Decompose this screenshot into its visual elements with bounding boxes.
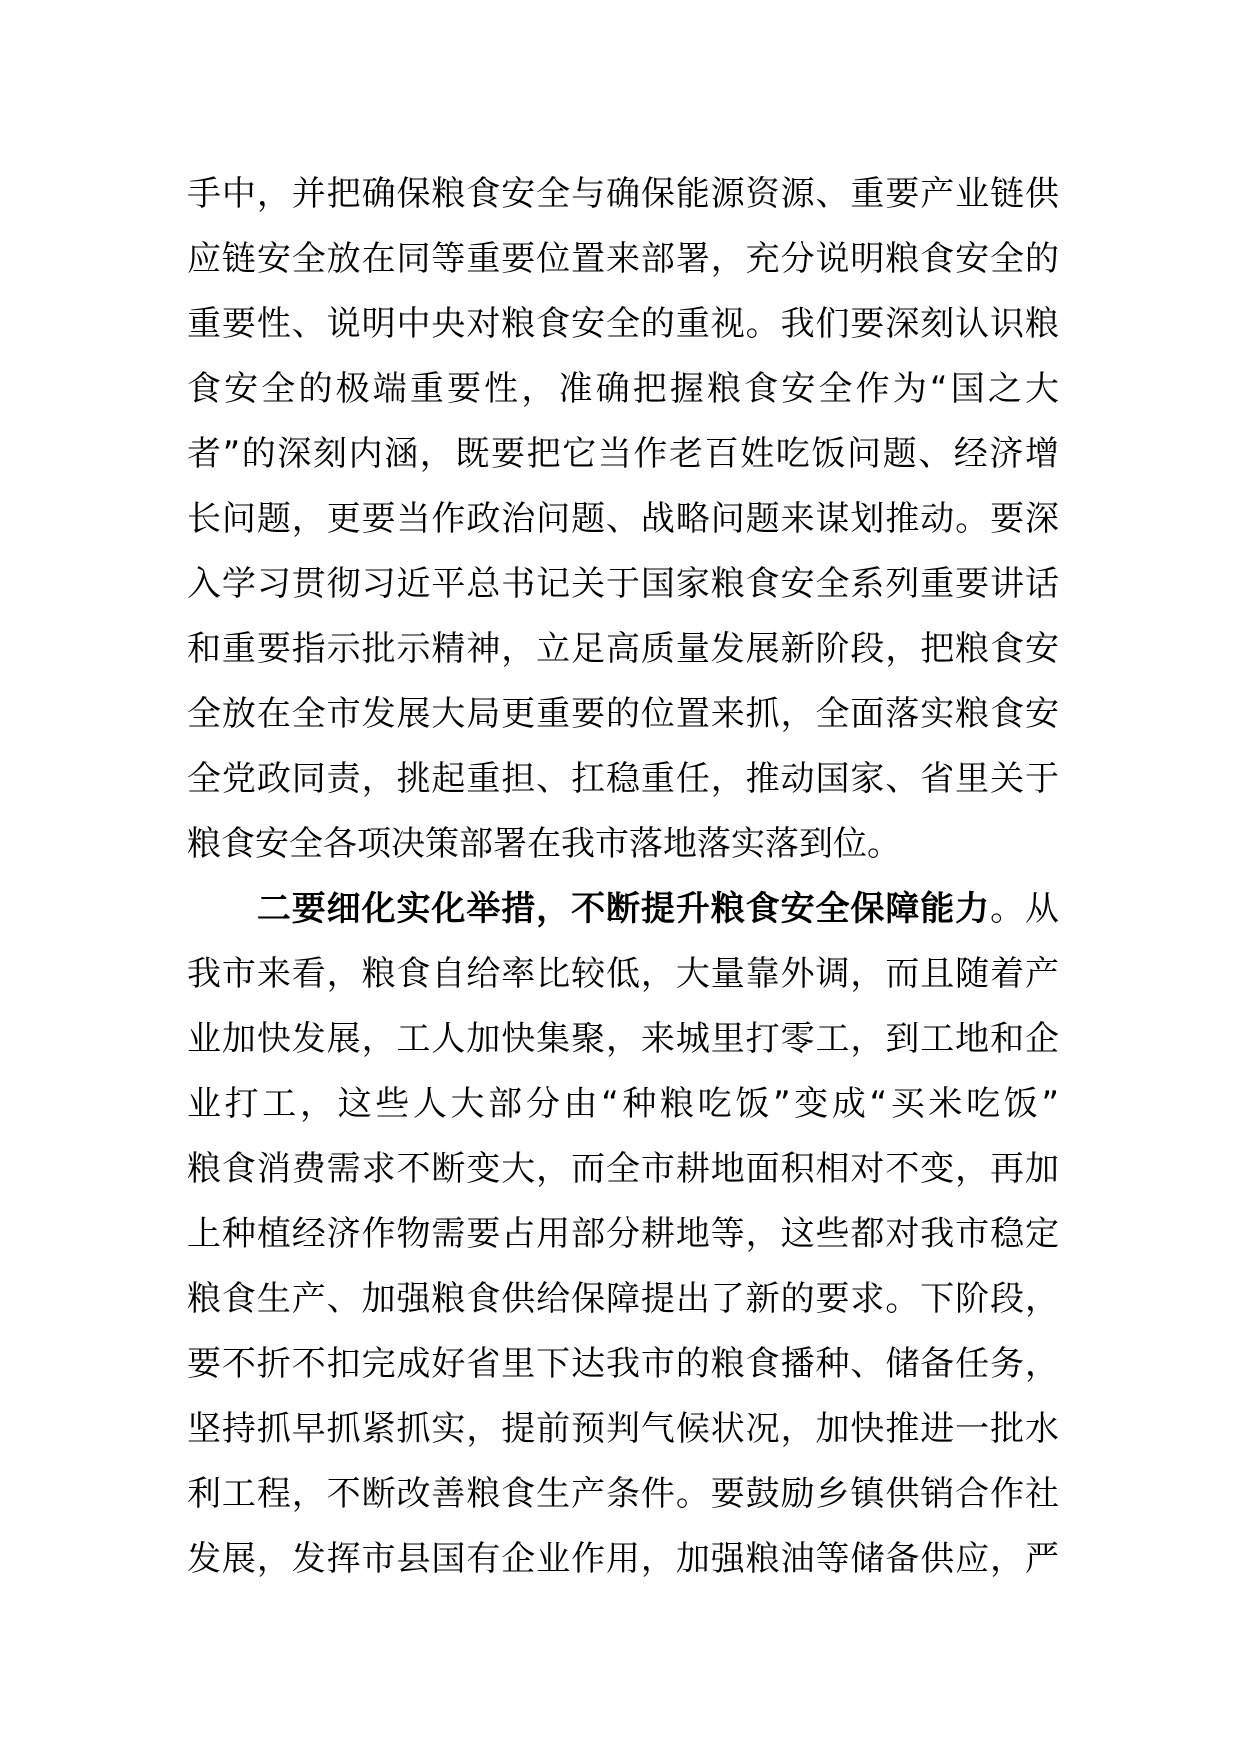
paragraph-2-line: 我市来看，粮食自给率比较低，大量靠外调，而且随着产 (187, 954, 1059, 994)
paragraph-1-line: 应链安全放在同等重要位置来部署，充分说明粮食安全的 (187, 239, 1059, 279)
paragraph-2-line: 坚持抓早抓紧抓实，提前预判气候状况，加快推进一批水 (187, 1409, 1059, 1449)
paragraph-2-line: 发展，发挥市县国有企业作用，加强粮油等储备供应，严 (187, 1539, 1059, 1579)
paragraph-2-heading: 二要细化实化举措，不断提升粮食安全保障能力 (256, 889, 991, 929)
paragraph-1-line: 重要性、说明中央对粮食安全的重视。我们要深刻认识粮 (187, 304, 1059, 344)
paragraph-1 (187, 162, 1059, 877)
paragraph-2-line: 要不折不扣完成好省里下达我市的粮食播种、储备任务， (187, 1344, 1059, 1384)
paragraph-1-line: 食安全的极端重要性，准确把握粮食安全作为“国之大 (187, 369, 1059, 409)
paragraph-2-first-line (187, 877, 1059, 942)
paragraph-2-first-line-rest: 。从 (990, 889, 1060, 929)
paragraph-1-line: 粮食安全各项决策部署在我市落地落实落到位。 (187, 824, 901, 864)
paragraph-1-line: 全党政同责，挑起重担、扛稳重任，推动国家、省里关于 (187, 759, 1059, 799)
paragraph-1-line: 全放在全市发展大局更重要的位置来抓，全面落实粮食安 (187, 694, 1059, 734)
paragraph-1-line: 入学习贯彻习近平总书记关于国家粮食安全系列重要讲话 (187, 564, 1059, 604)
paragraph-1-line: 长问题，更要当作政治问题、战略问题来谋划推动。要深 (187, 499, 1059, 539)
paragraph-2-line: 利工程，不断改善粮食生产条件。要鼓励乡镇供销合作社 (187, 1474, 1059, 1514)
paragraph-1-line: 手中，并把确保粮食安全与确保能源资源、重要产业链供 (187, 174, 1059, 214)
paragraph-2-line: 粮食生产、加强粮食供给保障提出了新的要求。下阶段， (187, 1279, 1059, 1319)
paragraph-2-line: 粮食消费需求不断变大，而全市耕地面积相对不变，再加 (187, 1149, 1059, 1189)
paragraph-2 (187, 877, 1059, 1592)
paragraph-2-line: 上种植经济作物需要占用部分耕地等，这些都对我市稳定 (187, 1214, 1059, 1254)
paragraph-1-line: 和重要指示批示精神，立足高质量发展新阶段，把粮食安 (187, 629, 1059, 669)
paragraph-1-line: 者”的深刻内涵，既要把它当作老百姓吃饭问题、经济增 (187, 434, 1059, 474)
paragraph-2-line: 业加快发展，工人加快集聚，来城里打零工，到工地和企 (187, 1019, 1059, 1059)
paragraph-2-line: 业打工，这些人大部分由“种粮吃饭”变成“买米吃饭” (187, 1084, 1059, 1124)
